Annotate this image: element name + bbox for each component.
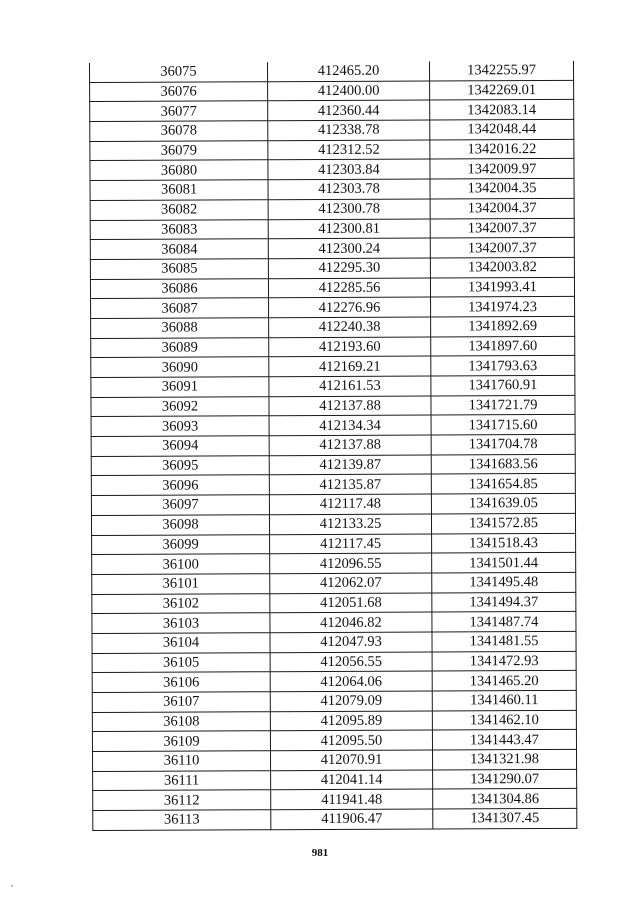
y-coordinate-cell: 1341704.78 [431, 434, 575, 454]
y-coordinate-cell: 1341495.48 [432, 572, 576, 592]
y-coordinate-cell: 1341462.10 [432, 710, 576, 730]
y-coordinate-cell: 1342269.01 [430, 80, 574, 100]
y-coordinate-cell: 1341307.45 [433, 809, 577, 829]
y-coordinate-cell: 1341487.74 [432, 612, 576, 632]
x-coordinate-cell: 412312.52 [268, 140, 430, 160]
point-id-cell: 36093 [91, 416, 269, 436]
y-coordinate-cell: 1341654.85 [431, 474, 575, 494]
x-coordinate-cell: 412285.56 [268, 278, 430, 298]
table-row [92, 612, 576, 634]
point-id-cell: 36107 [92, 692, 270, 712]
x-coordinate-cell: 412338.78 [268, 120, 430, 140]
table-row [92, 533, 576, 555]
table-row [91, 336, 575, 358]
point-id-cell: 36105 [92, 652, 270, 672]
x-coordinate-cell: 412133.25 [269, 514, 431, 534]
y-coordinate-cell: 1341501.44 [432, 553, 576, 573]
point-id-cell: 36092 [91, 396, 269, 416]
x-coordinate-cell: 412240.38 [269, 317, 431, 337]
point-id-cell: 36097 [91, 495, 269, 515]
x-coordinate-cell: 412193.60 [269, 337, 431, 357]
x-coordinate-cell: 412137.88 [269, 396, 431, 416]
point-id-cell: 36106 [92, 672, 270, 692]
y-coordinate-cell: 1341721.79 [431, 395, 575, 415]
y-coordinate-cell: 1341572.85 [431, 513, 575, 533]
x-coordinate-cell: 412300.81 [268, 219, 430, 239]
x-coordinate-cell: 412135.87 [269, 474, 431, 494]
point-id-cell: 36109 [92, 731, 270, 751]
point-id-cell: 36077 [90, 101, 268, 121]
y-coordinate-cell: 1342083.14 [430, 100, 574, 120]
table-row [90, 238, 574, 260]
point-id-cell: 36085 [90, 259, 268, 279]
x-coordinate-cell: 412051.68 [270, 593, 432, 613]
y-coordinate-cell: 1342007.37 [430, 238, 574, 258]
x-coordinate-cell: 412303.84 [268, 159, 430, 179]
point-id-cell: 36102 [92, 593, 270, 613]
y-coordinate-cell: 1342004.35 [430, 179, 574, 199]
point-id-cell: 36078 [90, 121, 268, 141]
y-coordinate-cell: 1341683.56 [431, 454, 575, 474]
table-row [90, 218, 574, 240]
point-id-cell: 36112 [93, 790, 271, 810]
y-coordinate-cell: 1342016.22 [430, 139, 574, 159]
y-coordinate-cell: 1341715.60 [431, 415, 575, 435]
table-row [91, 474, 575, 496]
table-row [91, 395, 575, 417]
y-coordinate-cell: 1342009.97 [430, 159, 574, 179]
table-row [92, 592, 576, 614]
table-row [92, 710, 576, 732]
y-coordinate-cell: 1342255.97 [429, 61, 573, 81]
table-row [90, 119, 574, 141]
table-row [90, 139, 574, 161]
y-coordinate-cell: 1341321.98 [433, 749, 577, 769]
point-id-cell: 36075 [89, 62, 267, 82]
y-coordinate-cell: 1341760.91 [431, 375, 575, 395]
table-row [92, 553, 576, 575]
y-coordinate-cell: 1342003.82 [430, 257, 574, 277]
table-row [92, 572, 576, 594]
point-id-cell: 36082 [90, 200, 268, 220]
y-coordinate-cell: 1341465.20 [432, 671, 576, 691]
point-id-cell: 36091 [91, 377, 269, 397]
table-row [91, 375, 575, 397]
x-coordinate-cell: 412117.48 [269, 494, 431, 514]
table-row [91, 316, 575, 338]
table-row [91, 513, 575, 535]
table-row [92, 631, 576, 653]
point-id-cell: 36103 [92, 613, 270, 633]
coordinate-table-body [89, 61, 576, 830]
x-coordinate-cell: 412295.30 [268, 258, 430, 278]
table-row [90, 179, 574, 201]
table-row [93, 789, 577, 811]
point-id-cell: 36099 [92, 534, 270, 554]
x-coordinate-cell: 412134.34 [269, 415, 431, 435]
y-coordinate-cell: 1341897.60 [431, 336, 575, 356]
point-id-cell: 36084 [90, 239, 268, 259]
y-coordinate-cell: 1342004.37 [430, 198, 574, 218]
point-id-cell: 36110 [93, 751, 271, 771]
point-id-cell: 36079 [90, 140, 268, 160]
table-row [91, 415, 575, 437]
point-id-cell: 36101 [92, 574, 270, 594]
point-id-cell: 36104 [92, 633, 270, 653]
y-coordinate-cell: 1341639.05 [431, 494, 575, 514]
table-row [93, 749, 577, 771]
table-row [92, 730, 576, 752]
x-coordinate-cell: 412046.82 [270, 612, 432, 632]
x-coordinate-cell: 412276.96 [269, 297, 431, 317]
x-coordinate-cell: 412062.07 [270, 573, 432, 593]
x-coordinate-cell: 412047.93 [270, 632, 432, 652]
point-id-cell: 36095 [91, 455, 269, 475]
x-coordinate-cell: 412095.50 [270, 730, 432, 750]
table-row [91, 356, 575, 378]
x-coordinate-cell: 412137.88 [269, 435, 431, 455]
scan-artifact [11, 885, 13, 887]
x-coordinate-cell: 412096.55 [270, 553, 432, 573]
point-id-cell: 36081 [90, 180, 268, 200]
table-row [90, 277, 574, 299]
table-row [93, 809, 577, 831]
x-coordinate-cell: 412070.91 [271, 750, 433, 770]
y-coordinate-cell: 1341460.11 [432, 690, 576, 710]
x-coordinate-cell: 412300.78 [268, 199, 430, 219]
table-row [90, 257, 574, 279]
point-id-cell: 36096 [91, 475, 269, 495]
table-row [91, 494, 575, 516]
point-id-cell: 36111 [93, 770, 271, 790]
x-coordinate-cell: 412117.45 [270, 534, 432, 554]
point-id-cell: 36086 [90, 278, 268, 298]
y-coordinate-cell: 1341304.86 [433, 789, 577, 809]
table-row [91, 297, 575, 319]
page-number: 981 [311, 847, 329, 859]
point-id-cell: 36090 [91, 357, 269, 377]
table-row [93, 769, 577, 791]
point-id-cell: 36076 [90, 81, 268, 101]
y-coordinate-cell: 1341974.23 [431, 297, 575, 317]
table-row [90, 80, 574, 102]
x-coordinate-cell: 412095.89 [270, 711, 432, 731]
y-coordinate-cell: 1342007.37 [430, 218, 574, 238]
x-coordinate-cell: 412079.09 [270, 691, 432, 711]
point-id-cell: 36113 [93, 810, 271, 830]
x-coordinate-cell: 412169.21 [269, 356, 431, 376]
table-row [91, 434, 575, 456]
x-coordinate-cell: 411941.48 [271, 789, 433, 809]
point-id-cell: 36094 [91, 436, 269, 456]
table-row [90, 159, 574, 181]
y-coordinate-cell: 1341993.41 [430, 277, 574, 297]
table-row [91, 454, 575, 476]
table-row [92, 671, 576, 693]
x-coordinate-cell: 412300.24 [268, 238, 430, 258]
point-id-cell: 36089 [91, 337, 269, 357]
x-coordinate-cell: 412056.55 [270, 652, 432, 672]
table-row [89, 61, 573, 82]
y-coordinate-cell: 1341472.93 [432, 651, 576, 671]
y-coordinate-cell: 1341481.55 [432, 631, 576, 651]
table-row [90, 100, 574, 122]
x-coordinate-cell: 412465.20 [267, 62, 429, 82]
y-coordinate-cell: 1341494.37 [432, 592, 576, 612]
x-coordinate-cell: 412139.87 [269, 455, 431, 475]
coordinate-table [89, 61, 577, 831]
x-coordinate-cell: 412303.78 [268, 179, 430, 199]
y-coordinate-cell: 1341518.43 [432, 533, 576, 553]
point-id-cell: 36087 [91, 298, 269, 318]
x-coordinate-cell: 412161.53 [269, 376, 431, 396]
table-row [92, 651, 576, 673]
point-id-cell: 36088 [91, 318, 269, 338]
table-row [92, 690, 576, 712]
x-coordinate-cell: 412360.44 [268, 100, 430, 120]
point-id-cell: 36080 [90, 160, 268, 180]
point-id-cell: 36108 [92, 711, 270, 731]
y-coordinate-cell: 1341290.07 [433, 769, 577, 789]
y-coordinate-cell: 1341892.69 [431, 316, 575, 336]
table-row [90, 198, 574, 220]
y-coordinate-cell: 1341443.47 [432, 730, 576, 750]
y-coordinate-cell: 1342048.44 [430, 119, 574, 139]
point-id-cell: 36083 [90, 219, 268, 239]
x-coordinate-cell: 412400.00 [268, 81, 430, 101]
point-id-cell: 36100 [92, 554, 270, 574]
point-id-cell: 36098 [91, 515, 269, 535]
y-coordinate-cell: 1341793.63 [431, 356, 575, 376]
x-coordinate-cell: 412041.14 [271, 770, 433, 790]
x-coordinate-cell: 412064.06 [270, 671, 432, 691]
x-coordinate-cell: 411906.47 [271, 809, 433, 829]
